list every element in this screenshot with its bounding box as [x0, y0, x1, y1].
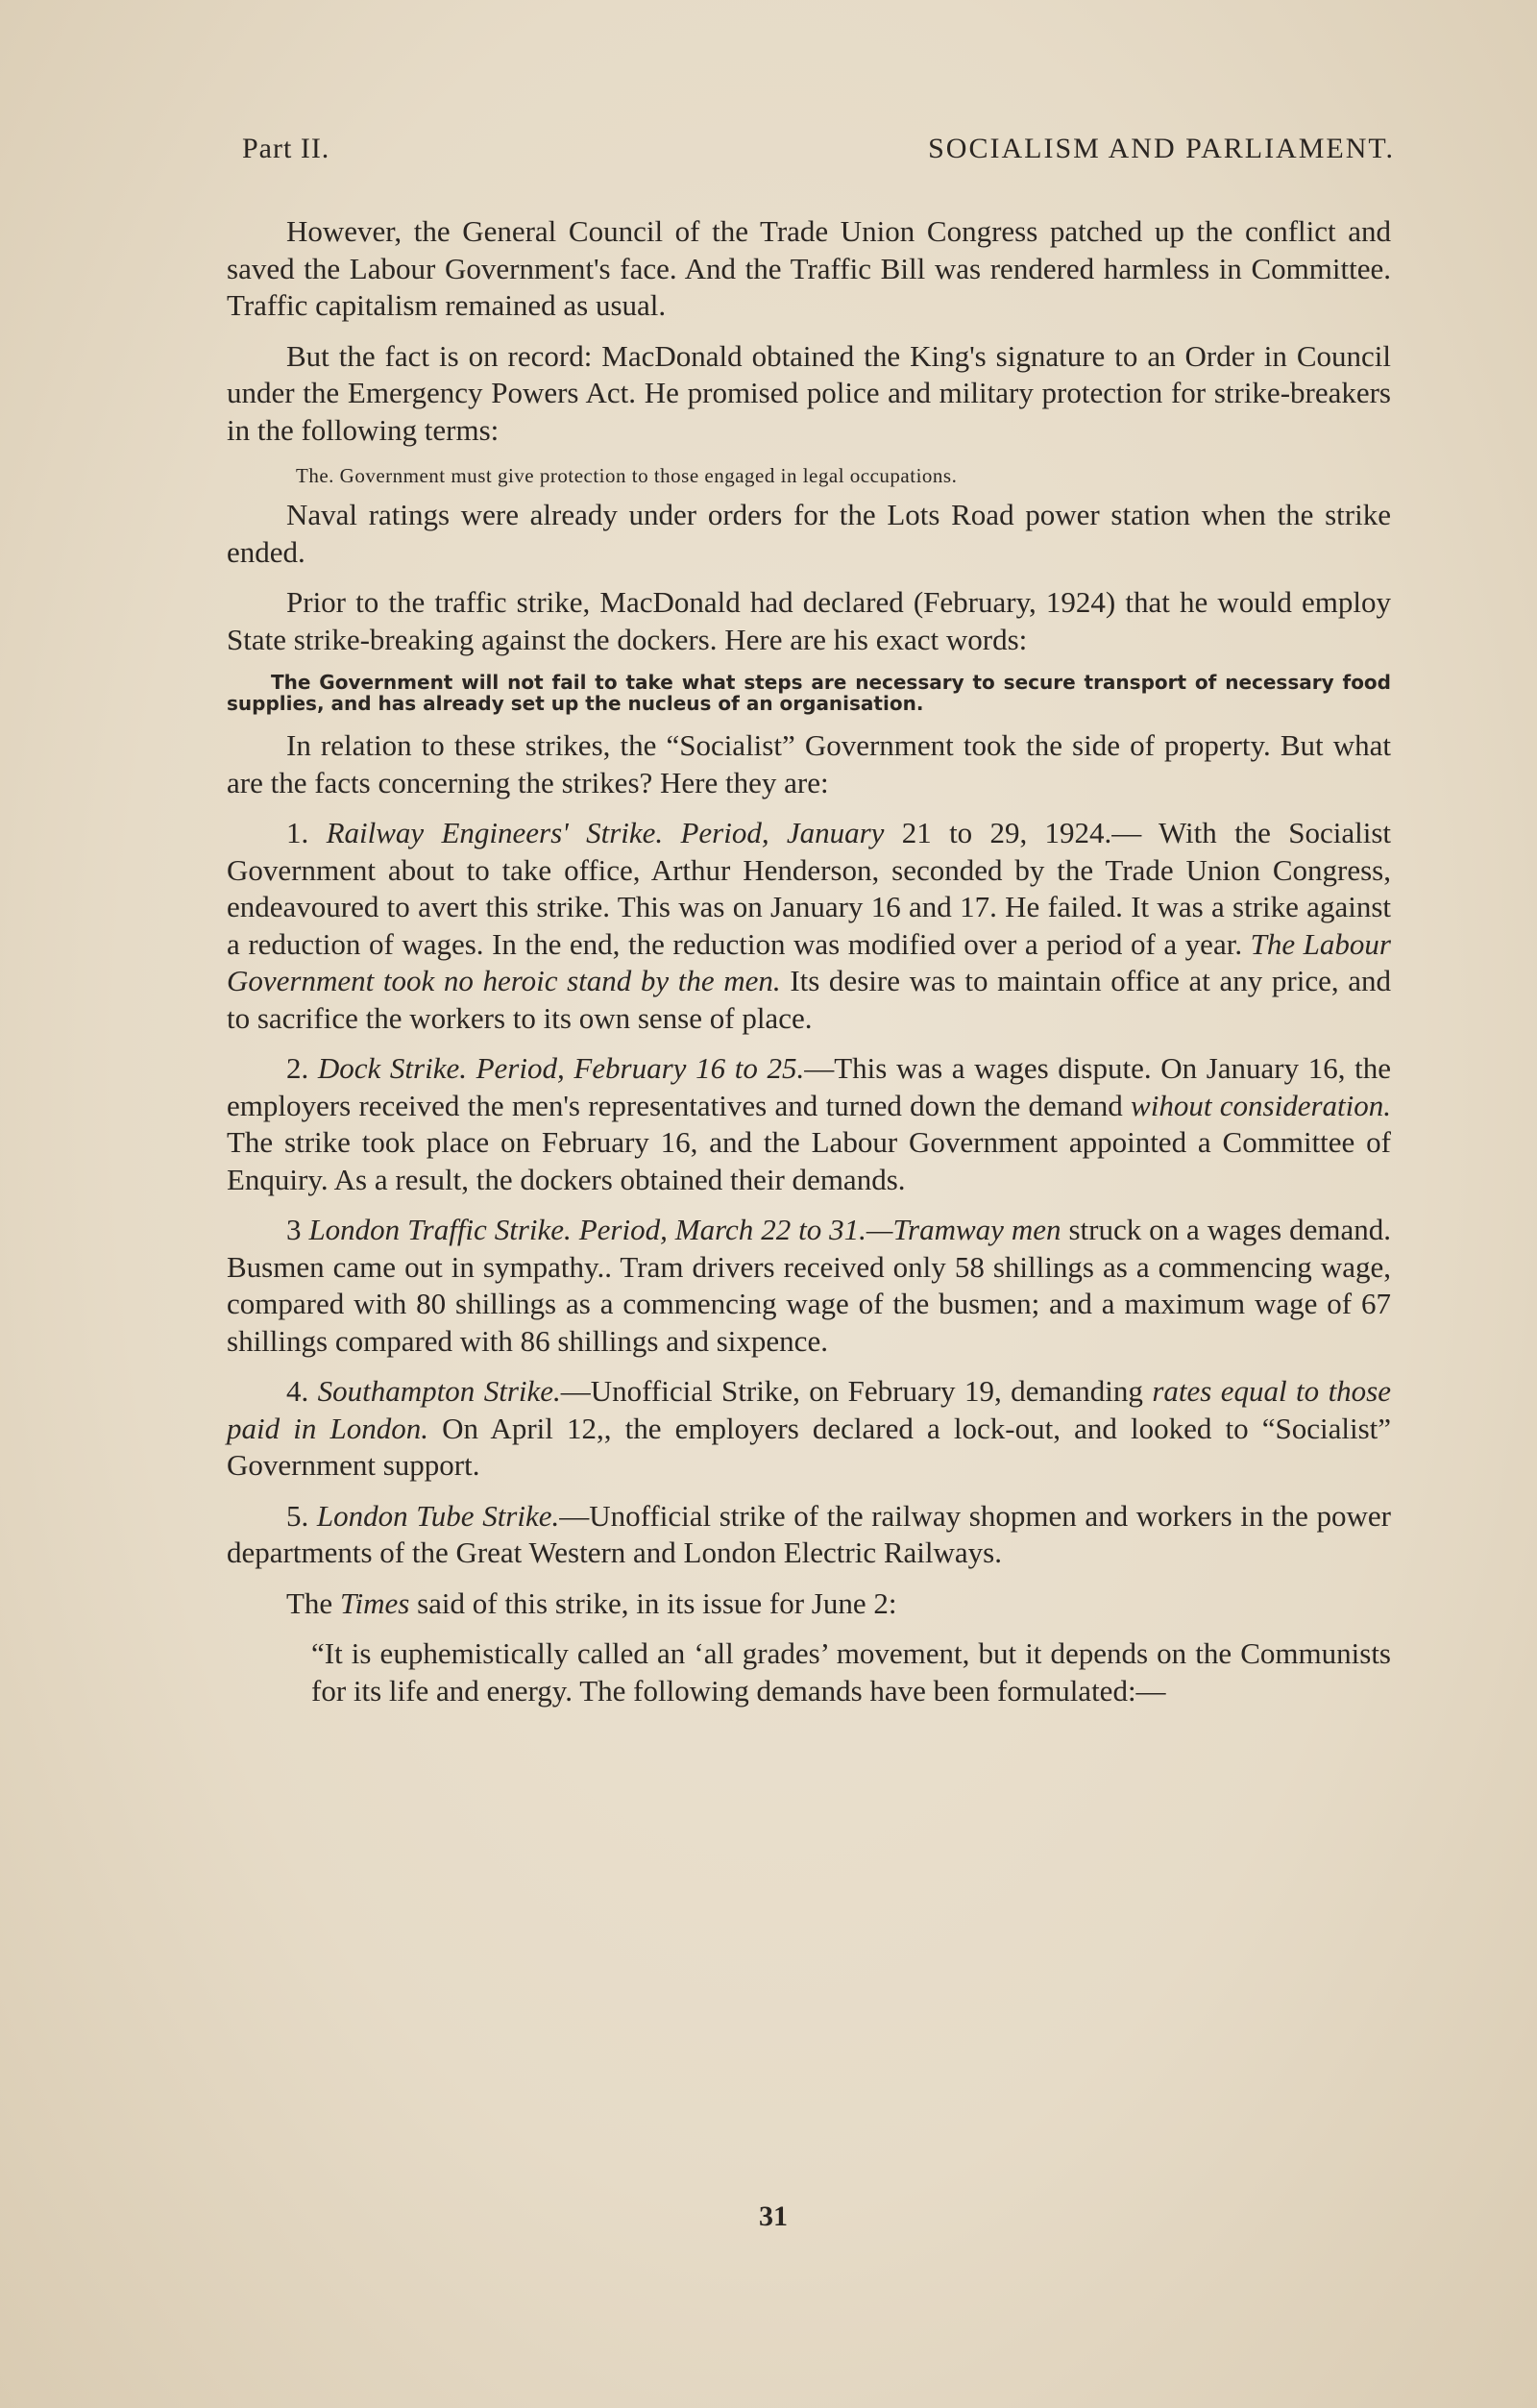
item-heading: Southampton Strike. [317, 1374, 561, 1408]
text: The [286, 1585, 333, 1620]
item-number: 1. [286, 816, 309, 849]
item-number: 3 [286, 1213, 302, 1246]
text: said of this strike, in its issue for June 2: [417, 1585, 897, 1620]
item-text: struck on a wages demand. Busmen came out in sympathy.. Tram drivers received only 58 shillings as a commencing wage, compared with 80 shillings as a commencing wage of the busmen; and a maximum wage of 67 shillings compared with 86 shillings and sixpence. [227, 1213, 1392, 1358]
item-heading: London Tube Strike. [316, 1498, 560, 1533]
newspaper-name: Times [339, 1585, 410, 1620]
paragraph-4: Prior to the traffic strike, MacDonald had declared (February, 1924) that he would employ State strike-breaking against the dockers. Here are his exact words: [227, 585, 1391, 656]
strike-item-5 [227, 1498, 1391, 1572]
item-text: —Unofficial Strike, on February 19, demanding [560, 1374, 1143, 1408]
strike-item-2 [227, 1050, 1391, 1198]
running-header [242, 133, 1395, 175]
item-heading: London Traffic Strike. Period, March [308, 1213, 754, 1246]
paragraph-3: Naval ratings were already under orders for the Lots Road power station when the strike ended. [227, 498, 1391, 569]
strike-item-4 [227, 1373, 1391, 1485]
quoted-statement: The Government will not fail to take what steps are necessary to secure transport of necessary food supplies, and has already set up the nucleus of an organisation. [227, 671, 1391, 715]
page-body [227, 213, 1391, 1709]
paragraph-5: In relation to these strikes, the “Socialist” Government took the side of property. But what are the facts concerning the strikes? Here they are: [227, 728, 1391, 799]
item-text: The strike took place on February 16, and the Labour Government appointed a Committee of Enquiry. As a result, the dockers obtained their demands. [227, 1125, 1391, 1196]
item-emphasis: The Labour Government took no heroic stand by the men. [227, 926, 1391, 997]
times-quote: “It is euphemistically called an ‘all grades’ movement, but it depends on the Communists for its life and energy. The following demands have been formulated:— [311, 1636, 1391, 1708]
item-number: 5. [286, 1498, 309, 1533]
item-emphasis: wihout consideration. [1131, 1088, 1391, 1122]
item-dates: 21 to 29, 1924.— [901, 816, 1142, 849]
quoted-order: The. Government must give protection to those engaged in legal occupations. [296, 464, 958, 487]
item-text: Its desire was to maintain office at any price, and to sacrifice the workers to its own sense of place. [227, 964, 1392, 1035]
item-text: —This was a wages dispute. On January 16, the employers received the men's representatives and turned down the demand [227, 1051, 1392, 1122]
item-dates: 16 to 25. [695, 1051, 805, 1085]
item-emphasis: Tramway men [892, 1213, 1061, 1246]
item-number: 2. [286, 1051, 309, 1085]
part-label: Part II. [242, 133, 330, 164]
item-text: On April 12,, the employers declared a lock-out, and looked to “Socialist” Government support. [227, 1411, 1392, 1482]
chapter-title: SOCIALISM AND PARLIAMENT. [928, 133, 1395, 164]
strike-item-1 [227, 815, 1391, 1037]
item-text: With the Socialist Government about to take office, Arthur Henderson, seconded by the Trade Union Congress, endeavoured to avert this strike. This was on January 16 and 17. He failed. It was a strike against a reduction of wages. In the end, the reduction was modified over a period of a year. [227, 816, 1392, 961]
paragraph-1: However, the General Council of the Trade Union Congress patched up the conflict and saved the Labour Government's face. And the Traffic Bill was rendered harmless in Committee. Traffic capitalism remained as usual. [227, 214, 1391, 322]
item-text: —Unofficial strike of the railway shopmen and workers in the power departments of the Great Western and London Electric Railways. [227, 1498, 1392, 1569]
item-heading: Railway Engineers' Strike. Period, January [326, 816, 885, 849]
item-number: 4. [286, 1374, 309, 1408]
item-emphasis: rates equal to those paid in London. [227, 1374, 1392, 1445]
page-number: 31 [759, 2200, 788, 2232]
item-dates: 22 to 31.— [761, 1213, 893, 1246]
paragraph-2: But the fact is on record: MacDonald obtained the King's signature to an Order in Council under the Emergency Powers Act. He promised police and military protection for strike-breakers in the following terms: [227, 338, 1391, 447]
item-heading: Dock Strike. Period, February [317, 1051, 687, 1085]
paragraph-6 [227, 1585, 1391, 1623]
strike-item-3 [227, 1212, 1391, 1360]
